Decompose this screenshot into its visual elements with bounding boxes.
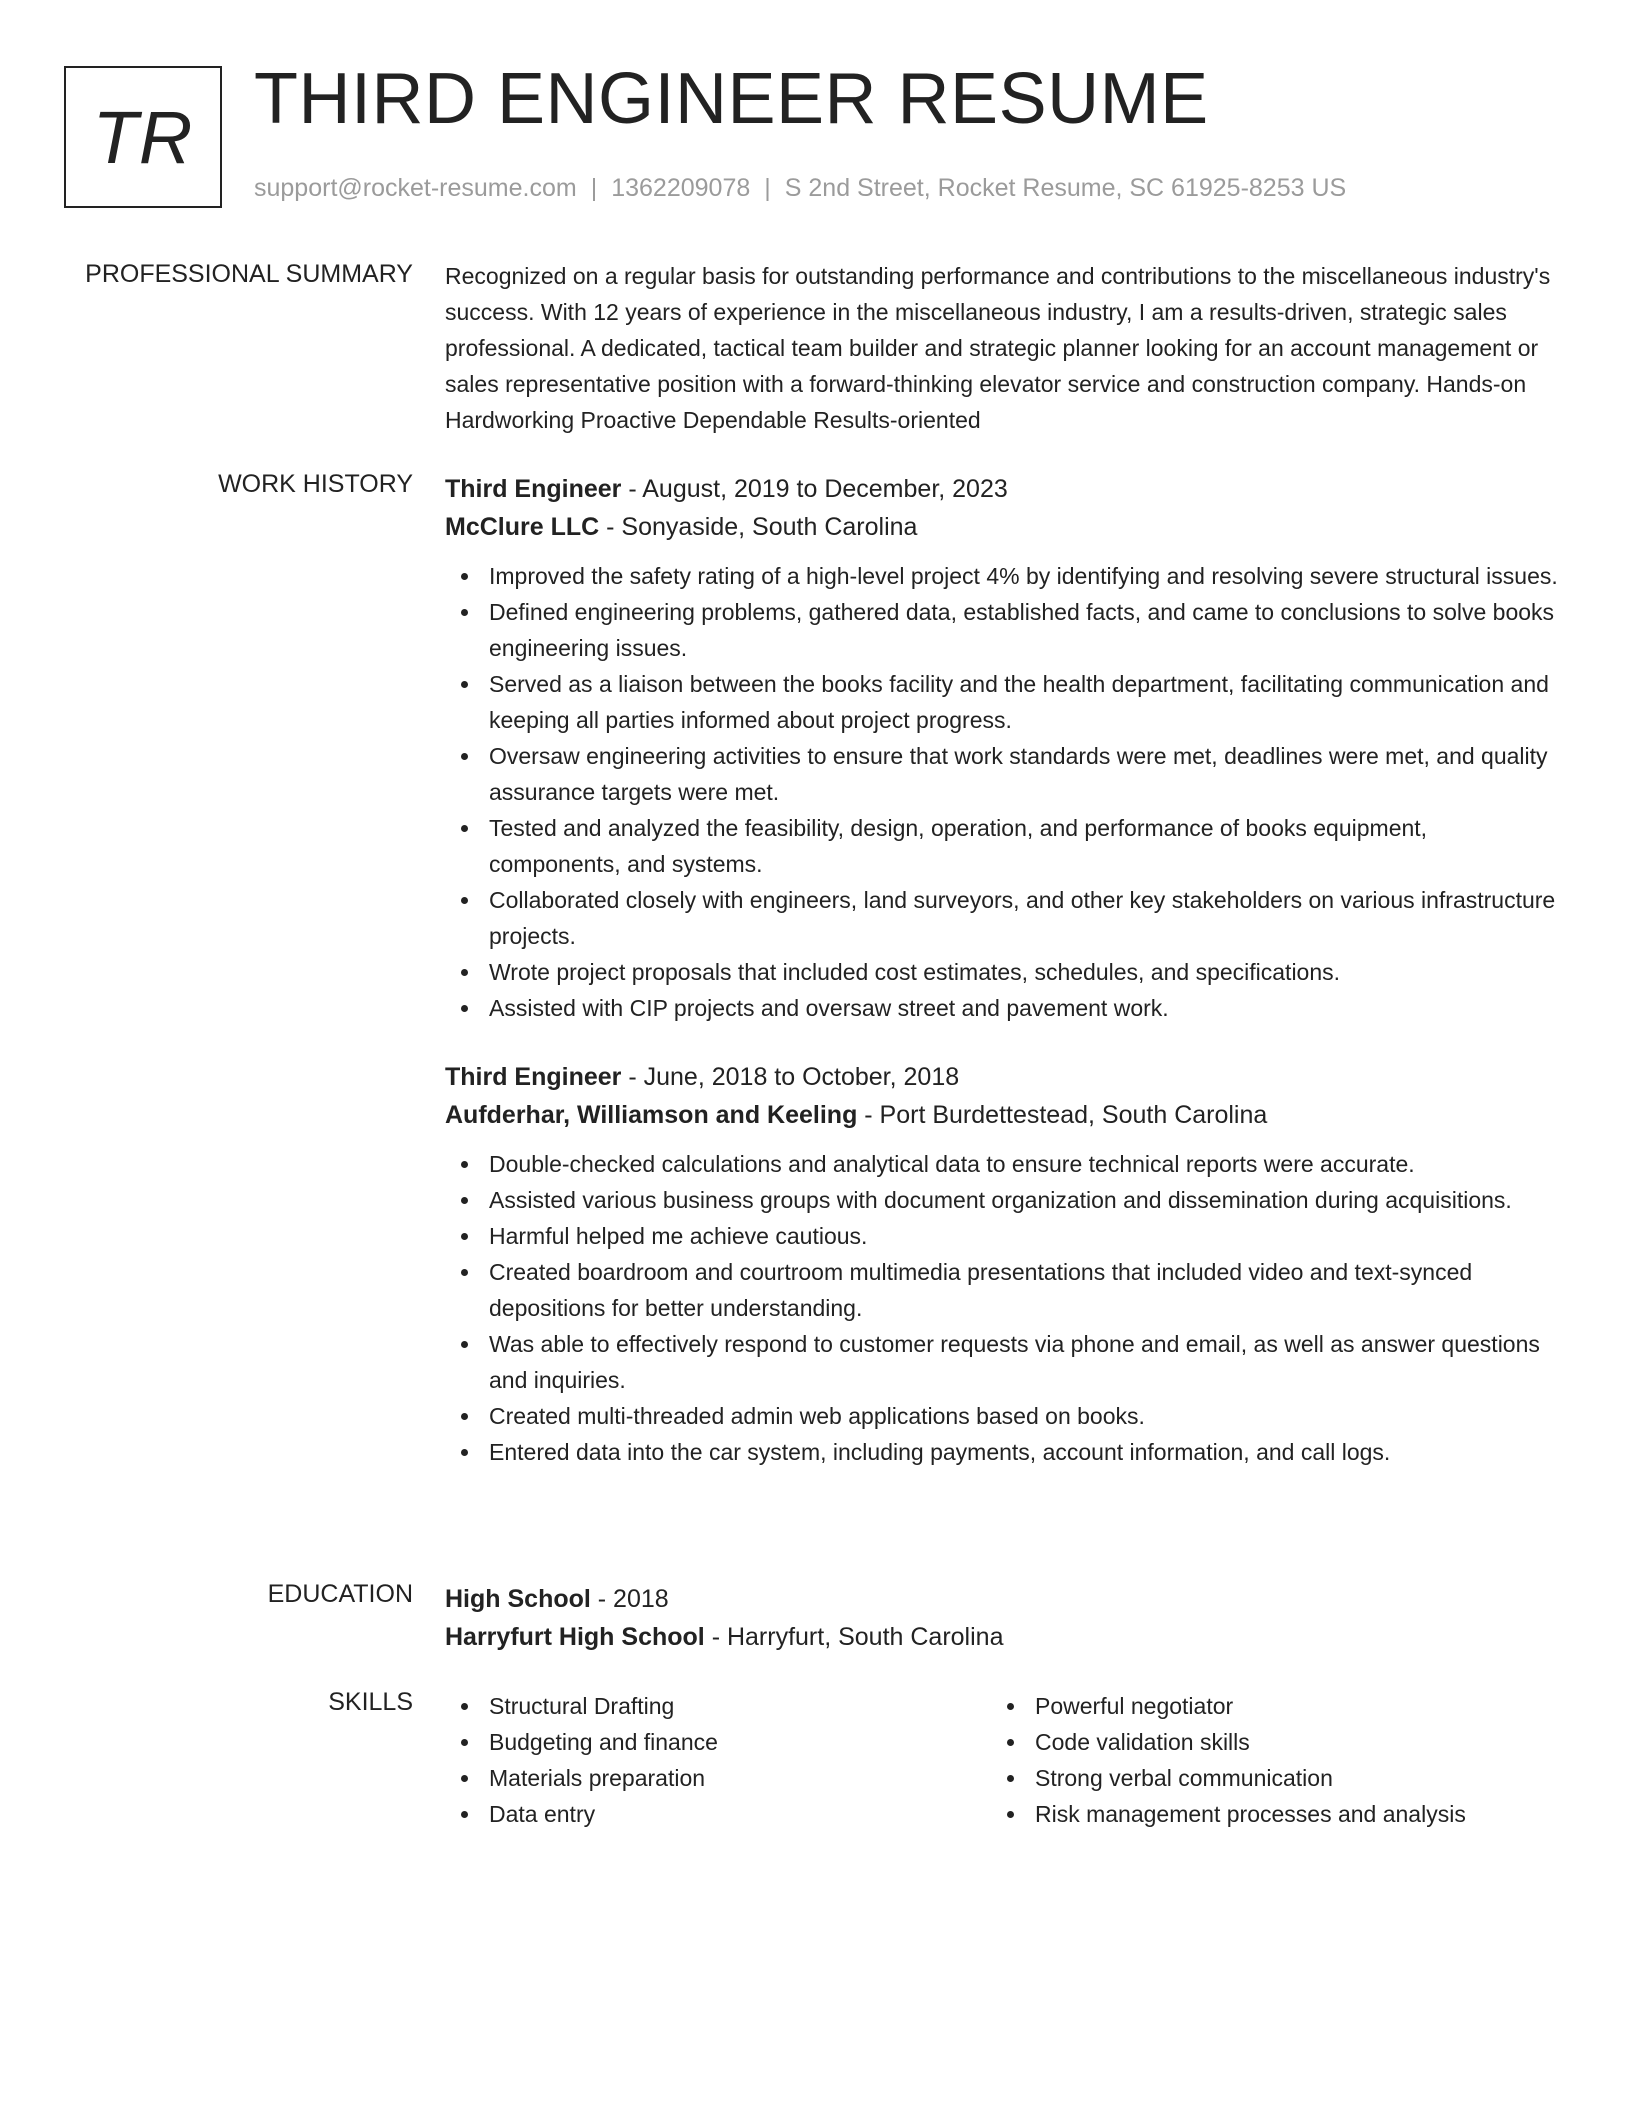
job-entry — [445, 470, 1560, 1026]
job-title-line — [445, 1058, 1560, 1096]
section-label-education: EDUCATION — [267, 1580, 413, 1608]
job-bullet: Wrote project proposals that included cost estimates, schedules, and specifications. — [445, 954, 1560, 990]
job-bullet: Served as a liaison between the books facility and the health department, facilitating communication and keeping all parties informed about project progress. — [445, 666, 1560, 738]
contact-address: S 2nd Street, Rocket Resume, SC 61925-8253 US — [784, 174, 1347, 202]
education-year: - 2018 — [590, 1585, 669, 1613]
skill-item: Code validation skills — [991, 1724, 1537, 1760]
resume-title: THIRD ENGINEER RESUME — [254, 59, 1209, 139]
education-body — [445, 1580, 1560, 1656]
job-location: - Port Burdettestead, South Carolina — [857, 1101, 1268, 1129]
contact-email[interactable]: support@rocket-resume.com — [254, 174, 577, 202]
job-bullet-list — [445, 1146, 1560, 1470]
job-bullet: Assisted various business groups with document organization and dissemination during acquisitions. — [445, 1182, 1560, 1218]
education-location: - Harryfurt, South Carolina — [704, 1623, 1004, 1651]
job-entry — [445, 1058, 1560, 1470]
job-bullet: Was able to effectively respond to customer requests via phone and email, as well as answer questions and inquiries. — [445, 1326, 1560, 1398]
skill-item: Strong verbal communication — [991, 1760, 1537, 1796]
skill-item: Data entry — [445, 1796, 991, 1832]
job-bullet: Created boardroom and courtroom multimedia presentations that included video and text-synced depositions for better understanding. — [445, 1254, 1560, 1326]
skill-item: Budgeting and finance — [445, 1724, 991, 1760]
job-bullet: Entered data into the car system, including payments, account information, and call logs. — [445, 1434, 1560, 1470]
job-title: Third Engineer — [445, 475, 622, 503]
monogram-logo — [64, 66, 222, 208]
skill-item: Powerful negotiator — [991, 1688, 1537, 1724]
job-bullet: Defined engineering problems, gathered data, established facts, and came to conclusions to solve books engineering issues. — [445, 594, 1560, 666]
job-bullet: Improved the safety rating of a high-level project 4% by identifying and resolving severe structural issues. — [445, 558, 1560, 594]
job-bullet: Harmful helped me achieve cautious. — [445, 1218, 1560, 1254]
job-company: Aufderhar, Williamson and Keeling — [445, 1101, 858, 1129]
skills-body — [445, 1688, 1560, 1832]
summary-text: Recognized on a regular basis for outstanding performance and contributions to the miscellaneous industry's success. With 12 years of experience in the miscellaneous industry, I am a results-driven, strategic sales professional. A dedicated, tactical team builder and strategic planner looking for an account management or sales representative position with a forward-thinking elevator service and construction company. Hands-on Hardworking Proactive Dependable Results-oriented — [445, 263, 1551, 433]
job-company-line — [445, 508, 1560, 546]
job-dates: - August, 2019 to December, 2023 — [621, 475, 1008, 503]
skill-item: Risk management processes and analysis — [991, 1796, 1537, 1832]
job-bullet: Double-checked calculations and analytical data to ensure technical reports were accurate. — [445, 1146, 1560, 1182]
education-school: Harryfurt High School — [445, 1623, 705, 1651]
job-bullet: Created multi-threaded admin web applications based on books. — [445, 1398, 1560, 1434]
skill-item: Structural Drafting — [445, 1688, 991, 1724]
job-bullet: Tested and analyzed the feasibility, design, operation, and performance of books equipment, components, and systems. — [445, 810, 1560, 882]
work-history-body — [445, 470, 1560, 1470]
section-label-summary: PROFESSIONAL SUMMARY — [85, 260, 413, 288]
education-degree: High School — [445, 1585, 591, 1613]
job-company: McClure LLC — [445, 513, 600, 541]
job-company-line — [445, 1096, 1560, 1134]
contact-phone[interactable]: 1362209078 — [611, 174, 751, 202]
skills-list-right — [991, 1688, 1537, 1832]
job-bullet: Assisted with CIP projects and oversaw street and pavement work. — [445, 990, 1560, 1026]
job-dates: - June, 2018 to October, 2018 — [621, 1063, 960, 1091]
education-school-line — [445, 1618, 1560, 1656]
education-degree-line — [445, 1580, 1560, 1618]
skill-item: Materials preparation — [445, 1760, 991, 1796]
job-title: Third Engineer — [445, 1063, 622, 1091]
section-label-work-history: WORK HISTORY — [218, 470, 413, 498]
contact-separator: | — [590, 174, 598, 202]
job-title-line — [445, 470, 1560, 508]
summary-body — [445, 258, 1560, 438]
job-location: - Sonyaside, South Carolina — [599, 513, 918, 541]
contact-separator: | — [764, 174, 771, 202]
job-bullet: Collaborated closely with engineers, land surveyors, and other key stakeholders on various infrastructure projects. — [445, 882, 1560, 954]
skills-list-left — [445, 1688, 991, 1832]
contact-line — [254, 174, 1346, 203]
skills-grid — [445, 1688, 1560, 1832]
job-bullet: Oversaw engineering activities to ensure that work standards were met, deadlines were met, and quality assurance targets were met. — [445, 738, 1560, 810]
monogram-initials: TR — [92, 95, 194, 179]
section-label-skills: SKILLS — [328, 1688, 413, 1716]
job-bullet-list — [445, 558, 1560, 1026]
